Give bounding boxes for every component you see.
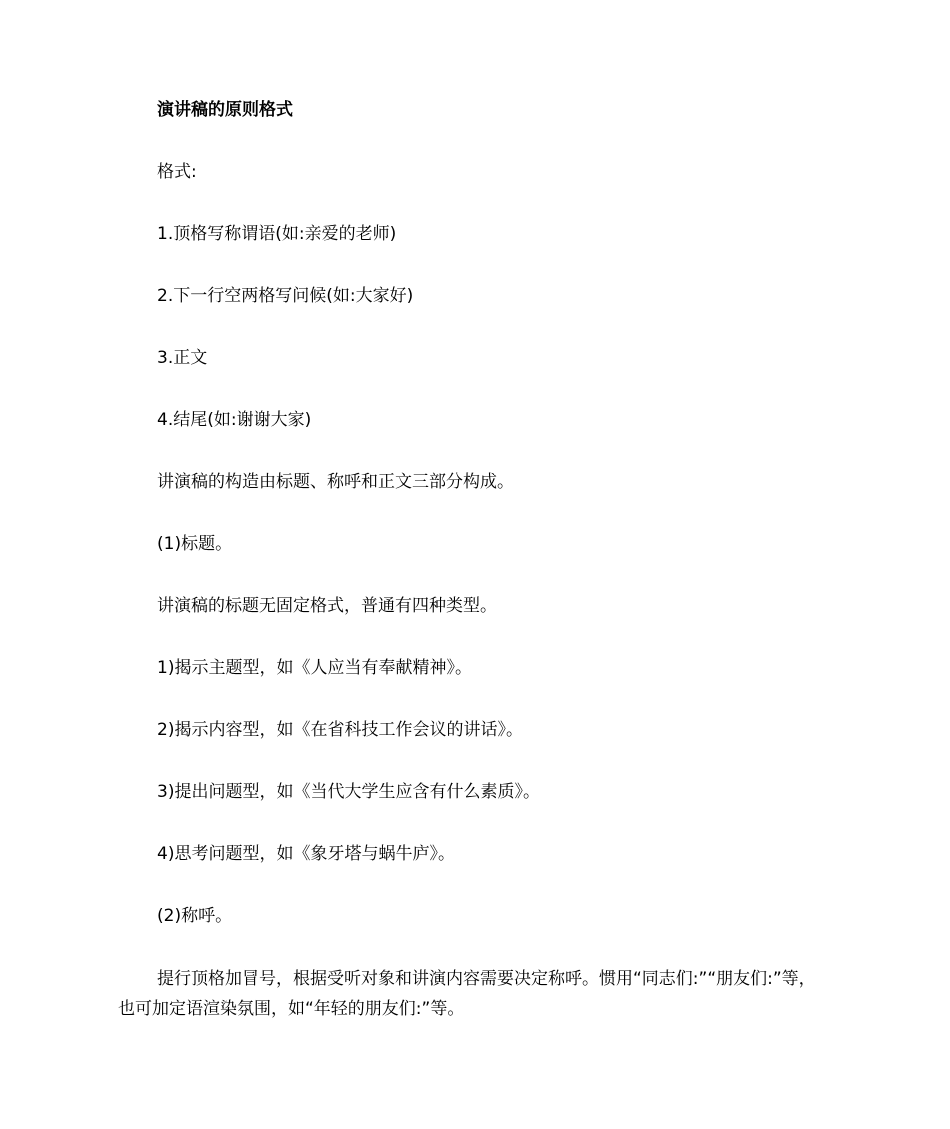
title-types-intro: 讲演稿的标题无固定格式，普通有四种类型。 xyxy=(157,596,497,616)
document-title: 演讲稿的原则格式 xyxy=(157,100,293,120)
format-item-4: 4.结尾(如:谢谢大家) xyxy=(157,410,312,430)
structure-intro: 讲演稿的构造由标题、称呼和正文三部分构成。 xyxy=(157,472,514,492)
format-label: 格式: xyxy=(157,162,197,182)
section-salutation-heading: (2)称呼。 xyxy=(157,906,233,926)
format-item-3: 3.正文 xyxy=(157,348,208,368)
title-type-1: 1)揭示主题型，如《人应当有奉献精神》。 xyxy=(157,658,472,678)
format-item-2: 2.下一行空两格写问候(如:大家好) xyxy=(157,286,414,306)
title-type-2: 2)揭示内容型，如《在省科技工作会议的讲话》。 xyxy=(157,720,523,740)
format-item-1: 1.顶格写称谓语(如:亲爱的老师) xyxy=(157,224,397,244)
section-title-heading: (1)标题。 xyxy=(157,534,233,554)
title-type-3: 3)提出问题型，如《当代大学生应含有什么素质》。 xyxy=(157,782,540,802)
salutation-paragraph: 提行顶格加冒号，根据受听对象和讲演内容需要决定称呼。惯用“同志们:”“朋友们:”等，也可加定语渲染氛围，如“年轻的朋友们:”等。 xyxy=(118,969,816,1019)
title-type-4: 4)思考问题型，如《象牙塔与蜗牛庐》。 xyxy=(157,844,455,864)
